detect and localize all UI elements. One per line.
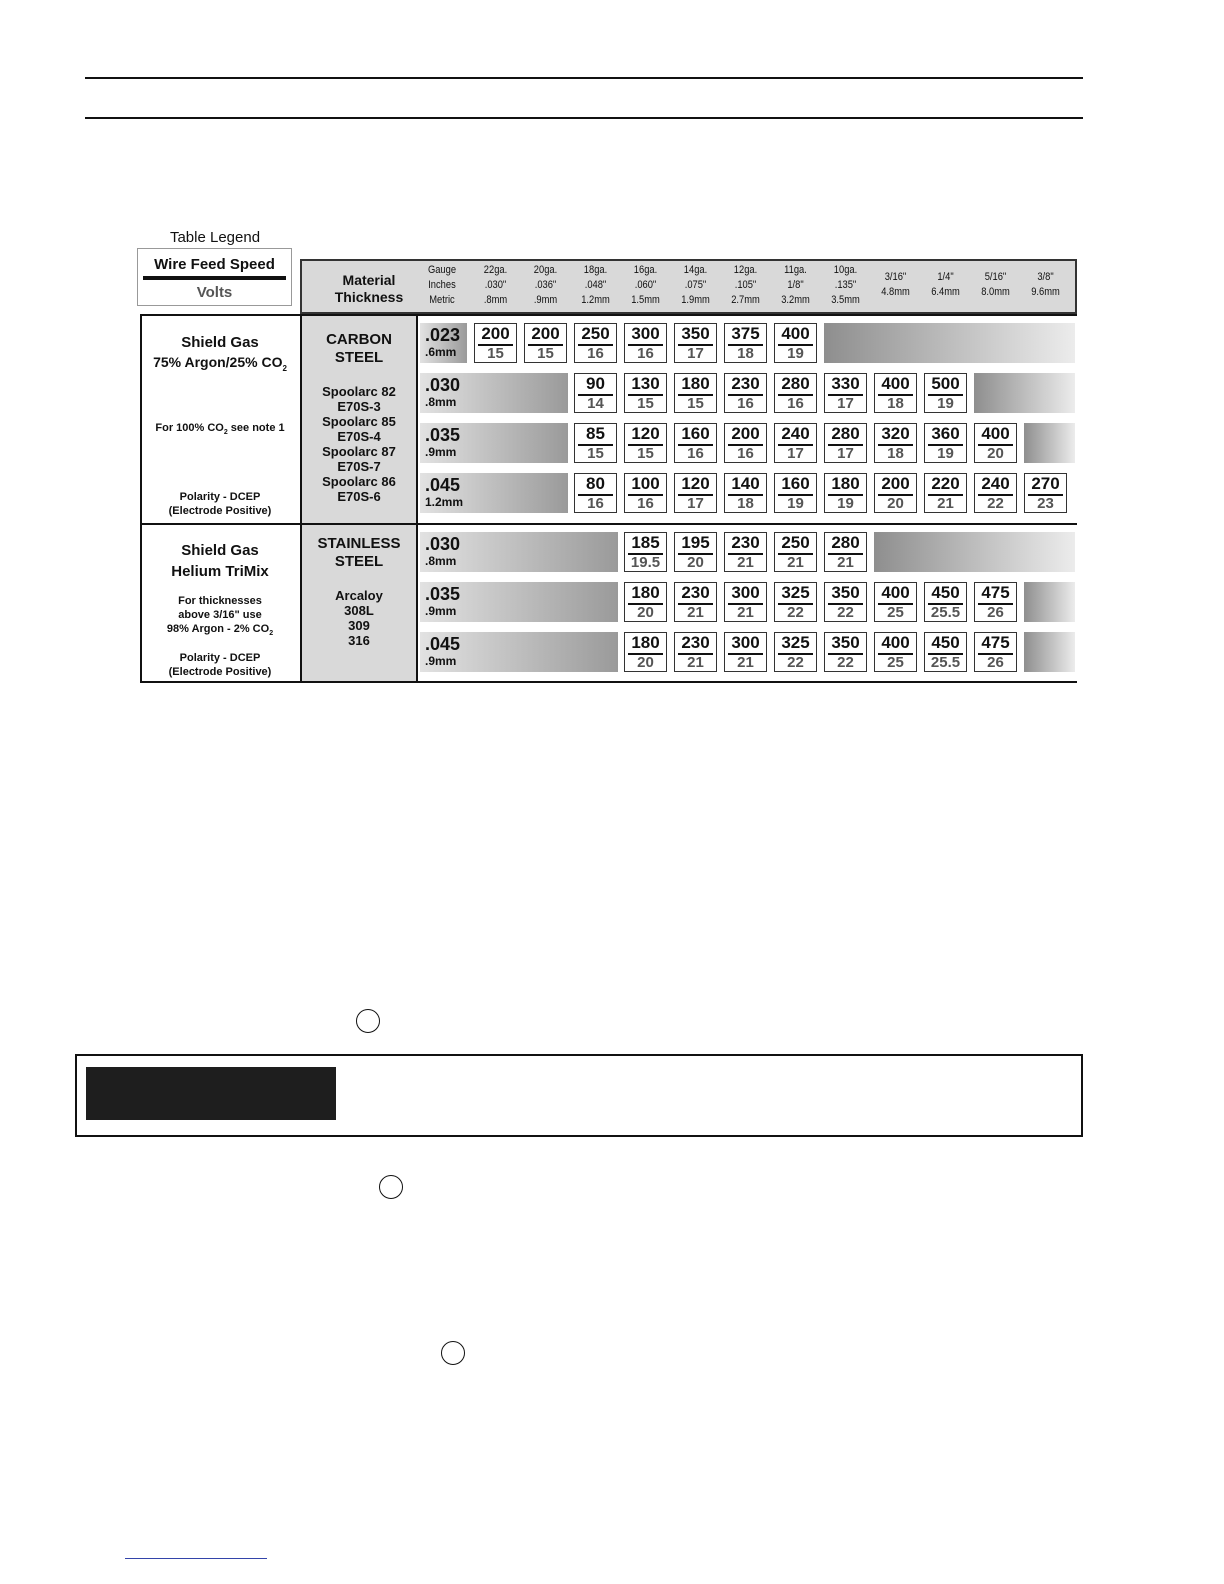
carbon-setting-cell: 100 16 (624, 473, 667, 513)
stainless-material: STAINLESS STEEL (317, 535, 401, 570)
carbon-setting-cell: 280 17 (824, 423, 867, 463)
stainless-gas: Shield Gas Helium TriMix (171, 542, 269, 580)
carbon-setting-cell: 240 22 (974, 473, 1017, 513)
stainless-range-shade (1024, 632, 1075, 672)
carbon-setting-cell: 140 18 (724, 473, 767, 513)
stainless-setting-cell: 230 21 (724, 532, 767, 572)
column-header: 14ga. .075" 1.9mm (681, 264, 710, 306)
carbon-setting-cell: 200 15 (474, 323, 517, 363)
carbon-range-shade (1024, 423, 1075, 463)
carbon-setting-cell: 400 18 (874, 373, 917, 413)
column-header: 12ga. .105" 2.7mm (731, 264, 760, 306)
top-rule-2 (85, 117, 1083, 119)
carbon-material: CARBON STEEL (326, 331, 392, 366)
stainless-setting-cell: 300 21 (724, 632, 767, 672)
callout-circle (379, 1175, 403, 1199)
column-header: 10ga. .135" 3.5mm (831, 264, 860, 306)
stainless-setting-cell: 180 20 (624, 582, 667, 622)
carbon-setting-cell: 120 17 (674, 473, 717, 513)
column-header: 11ga. 1/8" 3.2mm (781, 264, 810, 306)
carbon-setting-cell: 300 16 (624, 323, 667, 363)
stainless-wire-diameter: .035 .9mm (425, 584, 461, 618)
stainless-wire-diameter: .030 .8mm (425, 534, 461, 568)
carbon-setting-cell: 85 15 (574, 423, 617, 463)
callout-circle (356, 1009, 380, 1033)
stainless-setting-cell: 475 26 (974, 582, 1017, 622)
stainless-note: For thicknesses above 3/16" use 98% Argon - 2% $CO_2$ (166, 595, 274, 638)
carbon-setting-cell: 350 17 (674, 323, 717, 363)
top-rule-1 (85, 77, 1083, 79)
carbon-wires: Spoolarc 82 E70S-3 Spoolarc 85 E70S-4 Spoolarc 87 E70S-7 Spoolarc 86 E70S-6 (322, 384, 396, 504)
carbon-setting-cell: 180 15 (674, 373, 717, 413)
carbon-setting-cell: 200 20 (874, 473, 917, 513)
stainless-setting-cell: 250 21 (774, 532, 817, 572)
carbon-setting-cell: 130 15 (624, 373, 667, 413)
carbon-setting-cell: 330 17 (824, 373, 867, 413)
carbon-setting-cell: 160 19 (774, 473, 817, 513)
carbon-wire-diameter: .030 .8mm (425, 375, 461, 409)
carbon-setting-cell: 360 19 (924, 423, 967, 463)
divider-right (416, 314, 418, 683)
carbon-setting-cell: 200 15 (524, 323, 567, 363)
stainless-setting-cell: 230 21 (674, 632, 717, 672)
column-header: 22ga. .030" .8mm (483, 264, 508, 306)
stainless-setting-cell: 195 20 (674, 532, 717, 572)
legend-title: Table Legend (169, 229, 261, 246)
carbon-setting-cell: 375 18 (724, 323, 767, 363)
column-header: 3/8" 9.6mm (1031, 271, 1060, 298)
stainless-setting-cell: 325 22 (774, 582, 817, 622)
carbon-setting-cell: 240 17 (774, 423, 817, 463)
section-divider (140, 523, 1077, 525)
carbon-range-shade (974, 373, 1075, 413)
weld-settings-chart (140, 259, 1077, 683)
carbon-wire-diameter: .045 1.2mm (425, 475, 464, 509)
column-header: 1/4" 6.4mm (931, 271, 960, 298)
carbon-setting-cell: 200 16 (724, 423, 767, 463)
carbon-setting-cell: 400 20 (974, 423, 1017, 463)
carbon-setting-cell: 320 18 (874, 423, 917, 463)
carbon-setting-cell: 80 16 (574, 473, 617, 513)
material-thickness-label: Material Thickness (334, 272, 404, 305)
notice-box (75, 1054, 1083, 1137)
carbon-setting-cell: 220 21 (924, 473, 967, 513)
carbon-setting-cell: 250 16 (574, 323, 617, 363)
stainless-setting-cell: 325 22 (774, 632, 817, 672)
carbon-setting-cell: 230 16 (724, 373, 767, 413)
stainless-setting-cell: 400 25 (874, 632, 917, 672)
stainless-setting-cell: 350 22 (824, 582, 867, 622)
stainless-setting-cell: 450 25.5 (924, 632, 967, 672)
column-header: 3/16" 4.8mm (881, 271, 910, 298)
stainless-setting-cell: 300 21 (724, 582, 767, 622)
carbon-setting-cell: 500 19 (924, 373, 967, 413)
stainless-setting-cell: 475 26 (974, 632, 1017, 672)
carbon-setting-cell: 120 15 (624, 423, 667, 463)
legend-wire-feed-speed: Wire Feed Speed (154, 256, 275, 273)
stainless-setting-cell: 350 22 (824, 632, 867, 672)
carbon-setting-cell: 180 19 (824, 473, 867, 513)
carbon-range-shade (824, 323, 1075, 363)
carbon-gas: Shield Gas 75% Argon/25% $CO_2$ (153, 334, 287, 373)
stainless-range-shade (1024, 582, 1075, 622)
stainless-polarity: Polarity - DCEP (Electrode Positive) (168, 652, 272, 678)
stainless-wires: Arcaloy 308L 309 316 (335, 588, 383, 648)
carbon-wire-diameter: .035 .9mm (425, 425, 461, 459)
carbon-note: For 100% $CO_2$ see note 1 (155, 422, 285, 437)
stainless-setting-cell: 400 25 (874, 582, 917, 622)
footer-link-underline (125, 1558, 267, 1559)
stainless-setting-cell: 230 21 (674, 582, 717, 622)
carbon-setting-cell: 160 16 (674, 423, 717, 463)
stainless-setting-cell: 280 21 (824, 532, 867, 572)
column-header: 18ga. .048" 1.2mm (581, 264, 610, 306)
stainless-setting-cell: 185 19.5 (624, 532, 667, 572)
carbon-polarity: Polarity - DCEP (Electrode Positive) (168, 491, 272, 517)
carbon-setting-cell: 400 19 (774, 323, 817, 363)
carbon-setting-cell: 90 14 (574, 373, 617, 413)
stainless-setting-cell: 180 20 (624, 632, 667, 672)
carbon-setting-cell: 270 23 (1024, 473, 1067, 513)
column-header: 5/16" 8.0mm (981, 271, 1010, 298)
legend-volts: Volts (196, 284, 233, 301)
column-header: 16ga. .060" 1.5mm (631, 264, 660, 306)
stainless-range-shade (874, 532, 1075, 572)
callout-circle (441, 1341, 465, 1365)
stainless-setting-cell: 450 25.5 (924, 582, 967, 622)
carbon-setting-cell: 280 16 (774, 373, 817, 413)
column-header: 20ga. .036" .9mm (533, 264, 558, 306)
units-label: Gauge Inches Metric (427, 264, 457, 306)
carbon-wire-diameter: .023 .6mm (425, 325, 461, 359)
stainless-wire-diameter: .045 .9mm (425, 634, 461, 668)
notice-label-block (86, 1067, 336, 1120)
